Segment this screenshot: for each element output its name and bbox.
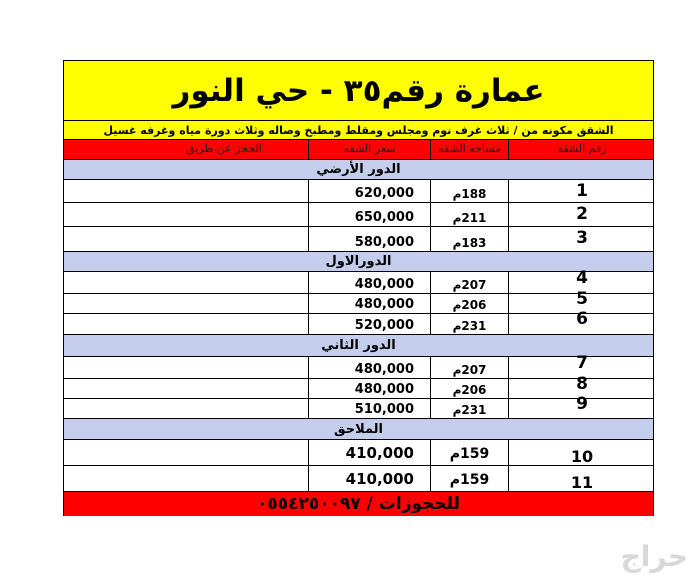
table-row <box>64 227 653 252</box>
apartment-no-cell: 7 <box>576 353 588 373</box>
price-cell: 520,000 <box>354 318 414 333</box>
table-header <box>64 140 653 160</box>
area-cell: 206م <box>452 383 487 397</box>
area-cell: 231م <box>452 319 487 333</box>
price-cell: 480,000 <box>354 362 414 377</box>
price-sheet <box>63 60 654 516</box>
area-cell: 206م <box>452 298 487 312</box>
floor-header-second: الدور الثاني <box>64 335 653 357</box>
area-cell: 188م <box>452 187 487 201</box>
table-row <box>64 309 653 335</box>
site-watermark: حراج <box>620 540 688 573</box>
sheet-subtitle: الشقق مكونه من / ثلاث غرف نوم ومجلس ومقلط ومطبخ وصاله وثلاث دورة مياه وغرفه غسيل <box>64 121 653 140</box>
apartment-no-cell: 10 <box>570 447 594 466</box>
area-cell: 231م <box>452 403 487 417</box>
price-cell: 410,000 <box>345 470 414 488</box>
table-row <box>64 203 653 227</box>
apartment-no-cell: 5 <box>576 289 588 309</box>
price-cell: 620,000 <box>354 186 414 201</box>
floor-header-annexes: الملاحق <box>64 419 653 440</box>
apartment-no-cell: 3 <box>576 228 588 248</box>
sheet-title: عمارة رقم٣٥ - حي النور <box>64 61 653 121</box>
price-cell: 510,000 <box>354 402 414 417</box>
price-cell: 410,000 <box>345 444 414 462</box>
area-cell: 183م <box>452 236 487 250</box>
header-area: مساحه الشقه <box>430 140 508 159</box>
area-cell: 159م <box>449 446 490 462</box>
area-cell: 207م <box>452 278 487 292</box>
area-cell: 207م <box>452 363 487 377</box>
floor-header-ground: الدور الأرضي <box>64 160 653 180</box>
area-cell: 159م <box>449 472 490 488</box>
apartment-no-cell: 1 <box>576 181 588 201</box>
apartment-no-cell: 11 <box>570 473 594 492</box>
apartment-no-cell: 8 <box>576 374 588 394</box>
floor-header-first: الدورالاول <box>64 252 653 272</box>
table-row <box>64 466 653 492</box>
price-cell: 650,000 <box>354 210 414 225</box>
header-booking: الحجز عن طريق <box>186 142 262 155</box>
apartment-no-cell: 9 <box>576 394 588 414</box>
price-cell: 580,000 <box>354 235 414 250</box>
apartment-no-cell: 6 <box>576 309 588 329</box>
apartment-no-cell: 2 <box>576 204 588 224</box>
header-apartment-no: رقم الشقه <box>508 140 655 159</box>
price-cell: 480,000 <box>354 297 414 312</box>
table-row <box>64 180 653 203</box>
price-cell: 480,000 <box>354 277 414 292</box>
price-cell: 480,000 <box>354 382 414 397</box>
area-cell: 211م <box>452 211 487 225</box>
booking-contact: للحجوزات / ٠٥٥٤٢٥٠٠٩٧ <box>64 492 653 516</box>
table-row <box>64 394 653 419</box>
table-row <box>64 440 653 466</box>
header-price: سعر الشقه <box>308 140 430 159</box>
apartment-no-cell: 4 <box>576 268 588 288</box>
